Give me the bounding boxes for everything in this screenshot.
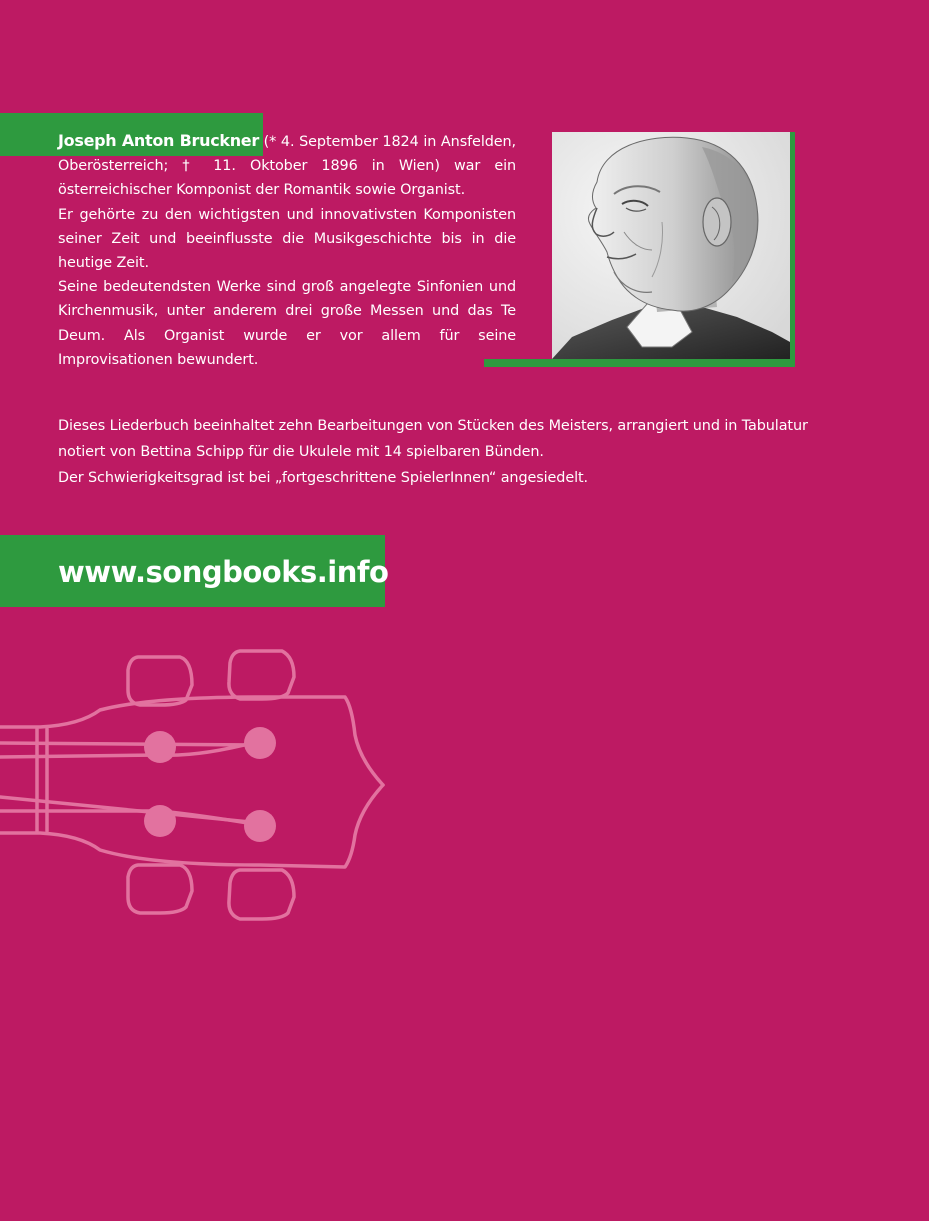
portrait-frame-right-edge: [790, 132, 795, 367]
bio-paragraph-3: Seine bedeutendsten Werke sind groß angelegte Sinfonien und Kirchenmusik, unter anderem drei große Messen und das Te Deum. Als Organist wurde er vor allem für seine Improvisationen bewundert.: [58, 279, 516, 368]
description-line-2: Der Schwierigkeitsgrad ist bei „fortgeschrittene SpielerInnen“ angesiedelt.: [58, 470, 588, 486]
bio-paragraph-2: Er gehörte zu den wichtigsten und innovativsten Komponisten seiner Zeit und beeinflusste die Musikgeschichte bis in die heutige Zeit.: [58, 206, 516, 272]
portrait-frame: [484, 132, 795, 367]
ukulele-headstock-icon: [0, 645, 400, 930]
description-line-1: Dieses Liederbuch beeinhaltet zehn Bearbeitungen von Stücken des Meisters, arrangiert und in Tabulatur notiert von Bettina Schipp für die Ukulele mit 14 spielbaren Bünden.: [58, 418, 808, 460]
songbook-description: [58, 413, 818, 491]
composer-portrait: [552, 132, 790, 359]
composer-name: Joseph Anton Bruckner: [58, 131, 259, 150]
portrait-frame-bottom-edge: [484, 359, 795, 367]
composer-portrait-drawing: [552, 132, 790, 359]
bio-text: [58, 129, 516, 372]
bio-paragraph-1: [58, 129, 516, 203]
bio-intro: (* 4. September 1824 in Ansfelden, Oberösterreich; † 11. Oktober 1896 in Wien) war ein österreichischer Komponist der Romantik sowie Organist.: [58, 134, 516, 199]
website-link[interactable]: www.songbooks.info: [58, 555, 389, 589]
